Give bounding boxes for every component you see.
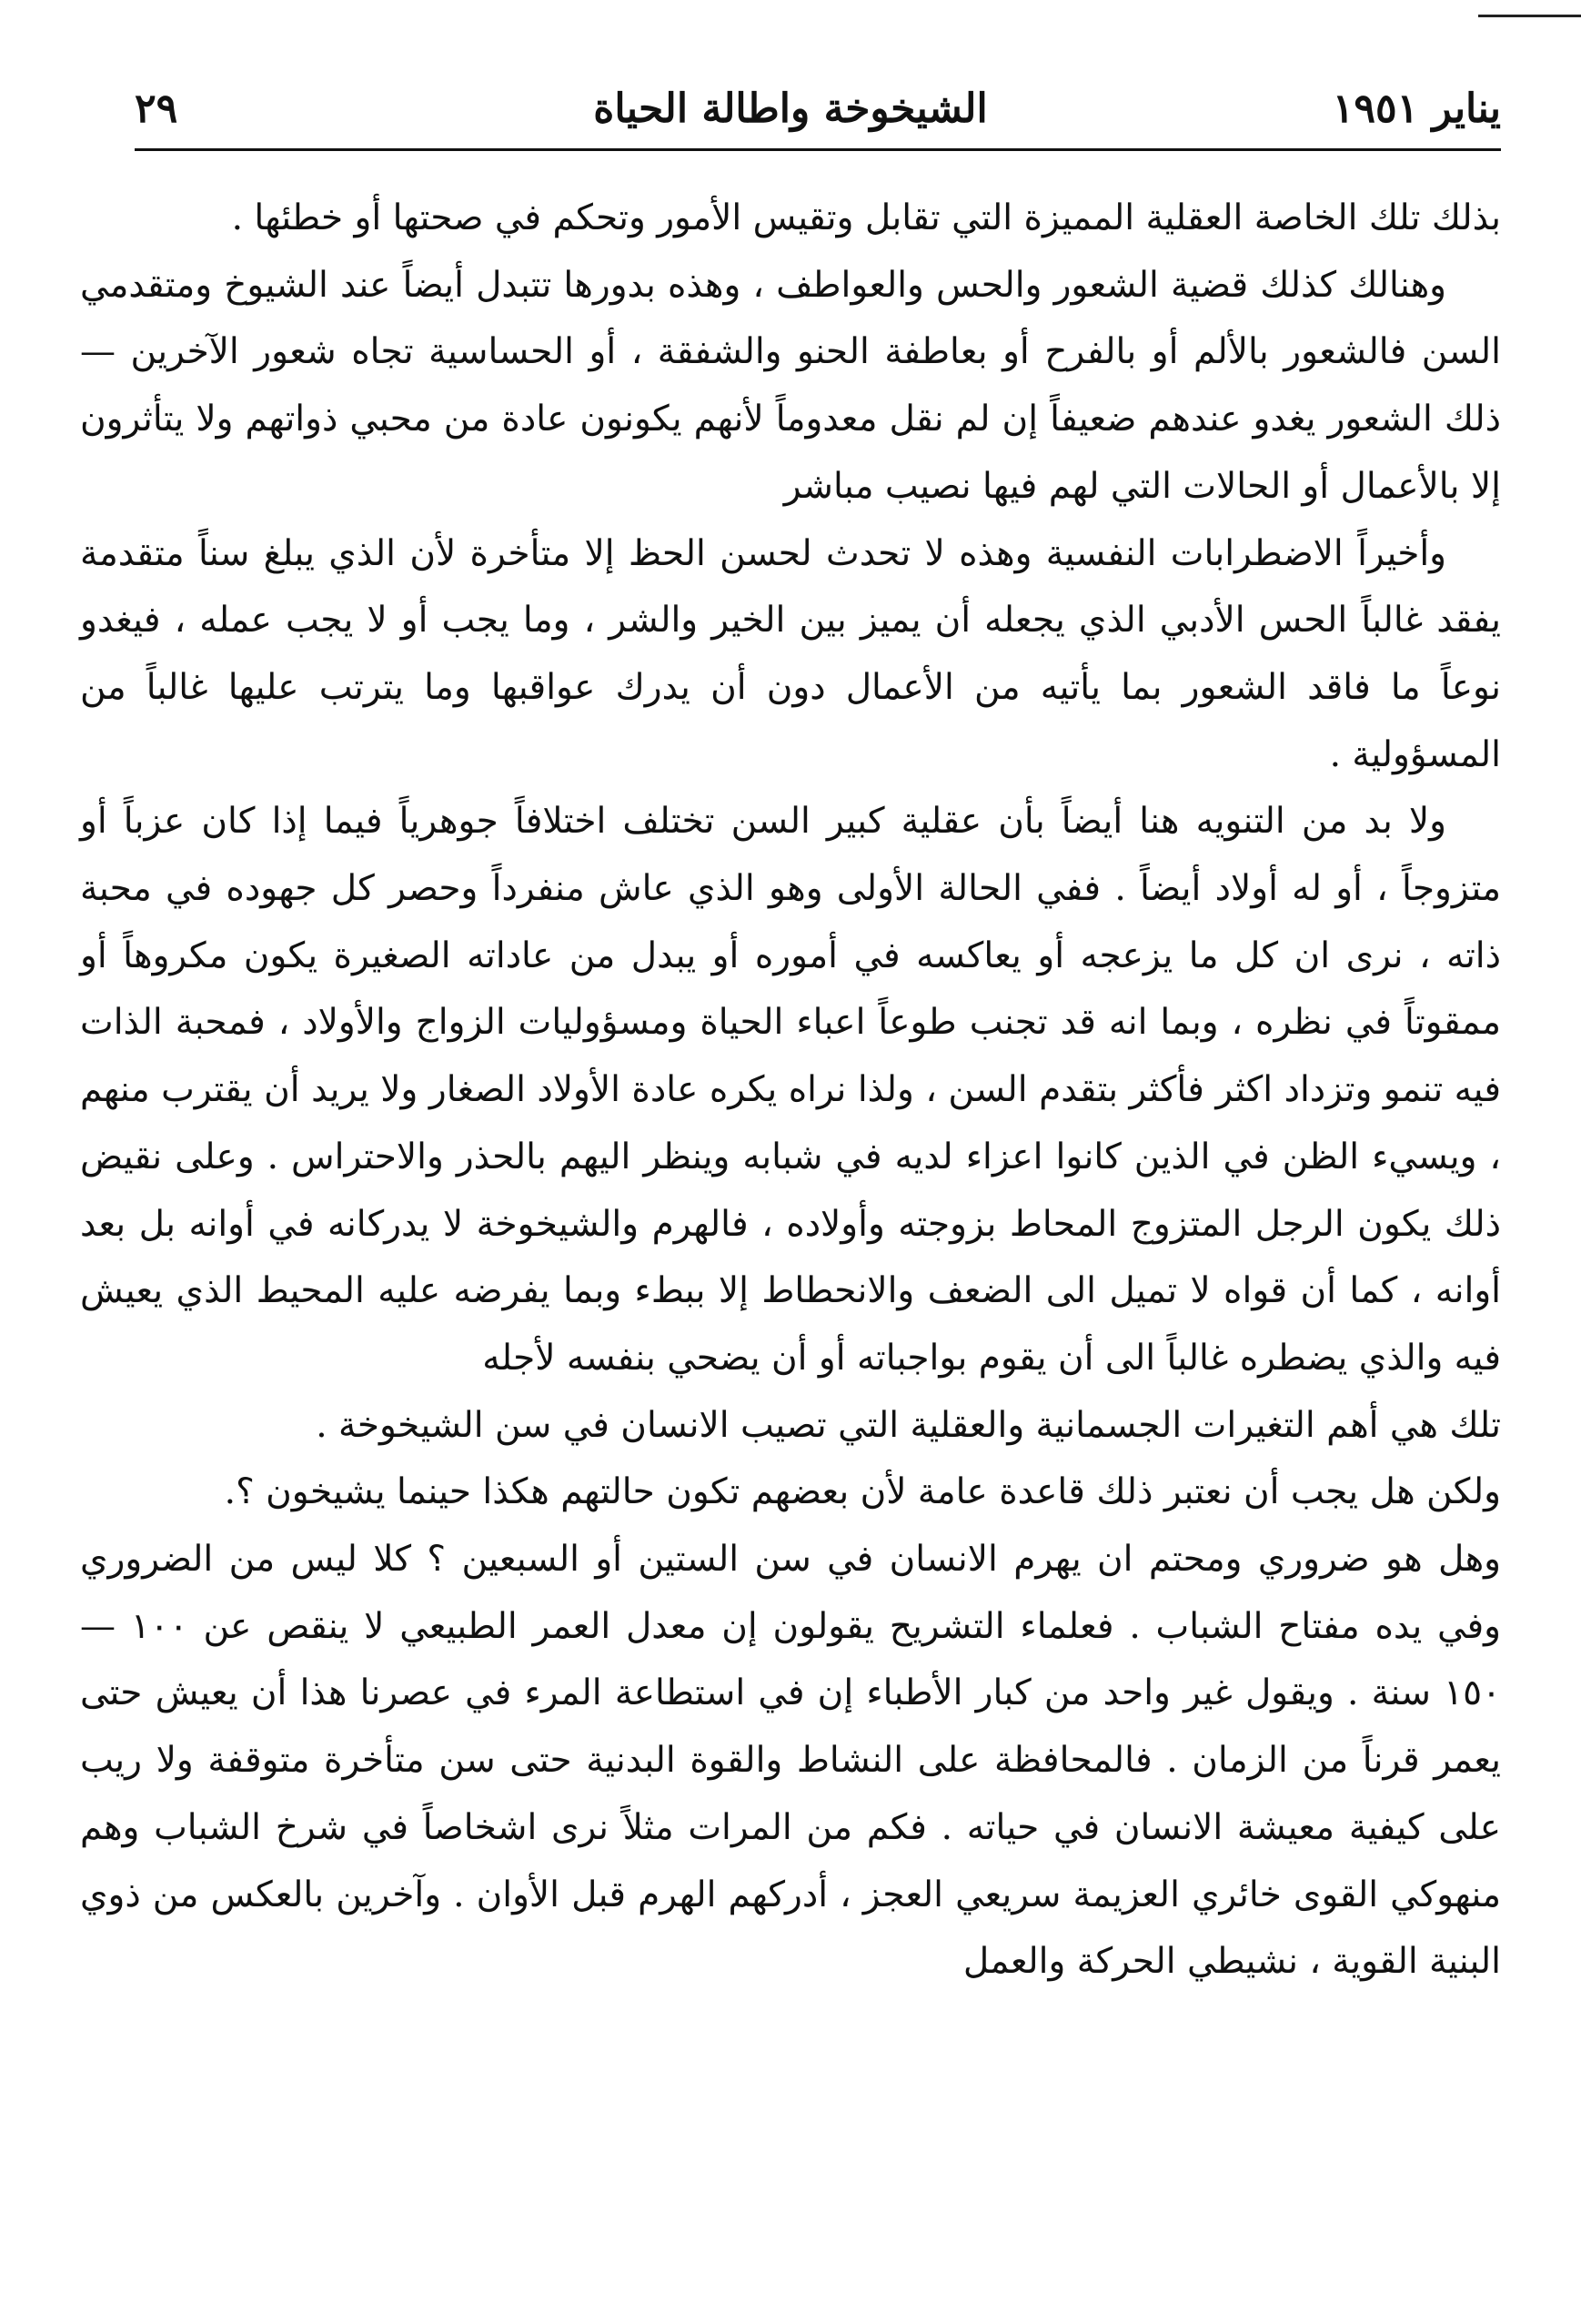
page-number: ٢٩ xyxy=(135,86,178,132)
running-head xyxy=(80,77,1501,141)
paragraph-disturbances: وأخيراً الاضطرابات النفسية وهذه لا تحدث لحسن الحظ إلا متأخرة لأن الذي يبلغ سناً متقدمة يفقد غالباً الحس الأدبي الذي يجعله أن يميز بين الخير والشر ، وما يجب أو لا يجب عمله ، فيغدو نوعاً ما فاقد الشعور بما يأتيه من الأعمال دون أن يدرك عواقبها وما يترتب عليها غالباً من المسؤولية . xyxy=(80,532,1501,775)
header-title: الشيخوخة واطالة الحياة xyxy=(593,86,988,132)
paragraph-continuation: بذلك تلك الخاصة العقلية المميزة التي تقابل وتقيس الأمور وتحكم في صحتها أو خطئها . xyxy=(231,197,1501,238)
corner-rule xyxy=(1478,15,1581,17)
header-date: يناير ١٩٥١ xyxy=(1332,86,1501,132)
body-text xyxy=(80,185,1501,1996)
header-rule xyxy=(135,148,1501,151)
page xyxy=(80,77,1501,2298)
paragraph-longevity: وهل هو ضروري ومحتم ان يهرم الانسان في سن الستين أو السبعين ؟ كلا ليس من الضروري وفي يده مفتاح الشباب . فعلماء التشريح يقولون إن معدل العمر الطبيعي لا ينقص عن ١٠٠ — ١٥٠ سنة . ويقول غير واحد من كبار الأطباء إن في استطاعة المرء في عصرنا هذا أن يعيش حتى يعمر قرناً من الزمان . فالمحافظة على النشاط والقوة البدنية حتى سن متأخرة متوقفة ولا ريب على كيفية معيشة الانسان في حياته . فكم من المرات مثلاً نرى اشخاصاً في شرخ الشباب وهم منهوكي القوى خائري العزيمة سريعي العجز ، أدركهم الهرم قبل الأوان . وآخرين بالعكس من ذوي البنية القوية ، نشيطي الحركة والعمل xyxy=(80,1539,1501,1983)
paragraph-bachelor-vs-married: ولا بد من التنويه هنا أيضاً بأن عقلية كبير السن تختلف اختلافاً جوهرياً فيما إذا كان عزباً أو متزوجاً ، أو له أولاد أيضاً . ففي الحالة الأولى وهو الذي عاش منفرداً وحصر كل جهوده في محبة ذاته ، نرى ان كل ما يزعجه أو يعاكسه في أموره أو يبدل من عاداته الصغيرة يكون مكروهاً أو ممقوتاً في نظره ، وبما انه قد تجنب طوعاً اعباء الحياة ومسؤوليات الزواج والأولاد ، فمحبة الذات فيه تنمو وتزداد اكثر فأكثر بتقدم السن ، ولذا نراه يكره عادة الأولاد الصغار ولا يريد أن يقترب منهم ، ويسيء الظن في الذين كانوا اعزاء لديه في شبابه وينظر اليهم بالحذر والاحتراس . وعلى نقيض ذلك يكون الرجل المتزوج المحاط بزوجته وأولاده ، فالهرم والشيخوخة لا يدركانه في أوانه بل بعد أوانه ، كما أن قواه لا تميل الى الضعف والانحطاط إلا ببطء وبما يفرضه عليه المحيط الذي يعيش فيه والذي يضطره غالباً الى أن يقوم بواجباته أو أن يضحي بنفسه لأجله xyxy=(80,801,1501,1379)
paragraph-summary: تلك هي أهم التغيرات الجسمانية والعقلية التي تصيب الانسان في سن الشيخوخة . xyxy=(316,1404,1501,1446)
paragraph-feelings: وهنالك كذلك قضية الشعور والحس والعواطف ، وهذه بدورها تتبدل أيضاً عند الشيوخ ومتقدمي السن فالشعور بالألم أو بالفرح أو بعاطفة الحنو والشفقة ، أو الحساسية تجاه شعور الآخرين — ذلك الشعور يغدو عندهم ضعيفاً إن لم نقل معدوماً لأنهم يكونون عادة من محبي ذواتهم ولا يتأثرون إلا بالأعمال أو الحالات التي لهم فيها نصيب مباشر xyxy=(80,264,1501,507)
paragraph-question: ولكن هل يجب أن نعتبر ذلك قاعدة عامة لأن بعضهم تكون حالتهم هكذا حينما يشيخون ؟. xyxy=(224,1471,1501,1513)
